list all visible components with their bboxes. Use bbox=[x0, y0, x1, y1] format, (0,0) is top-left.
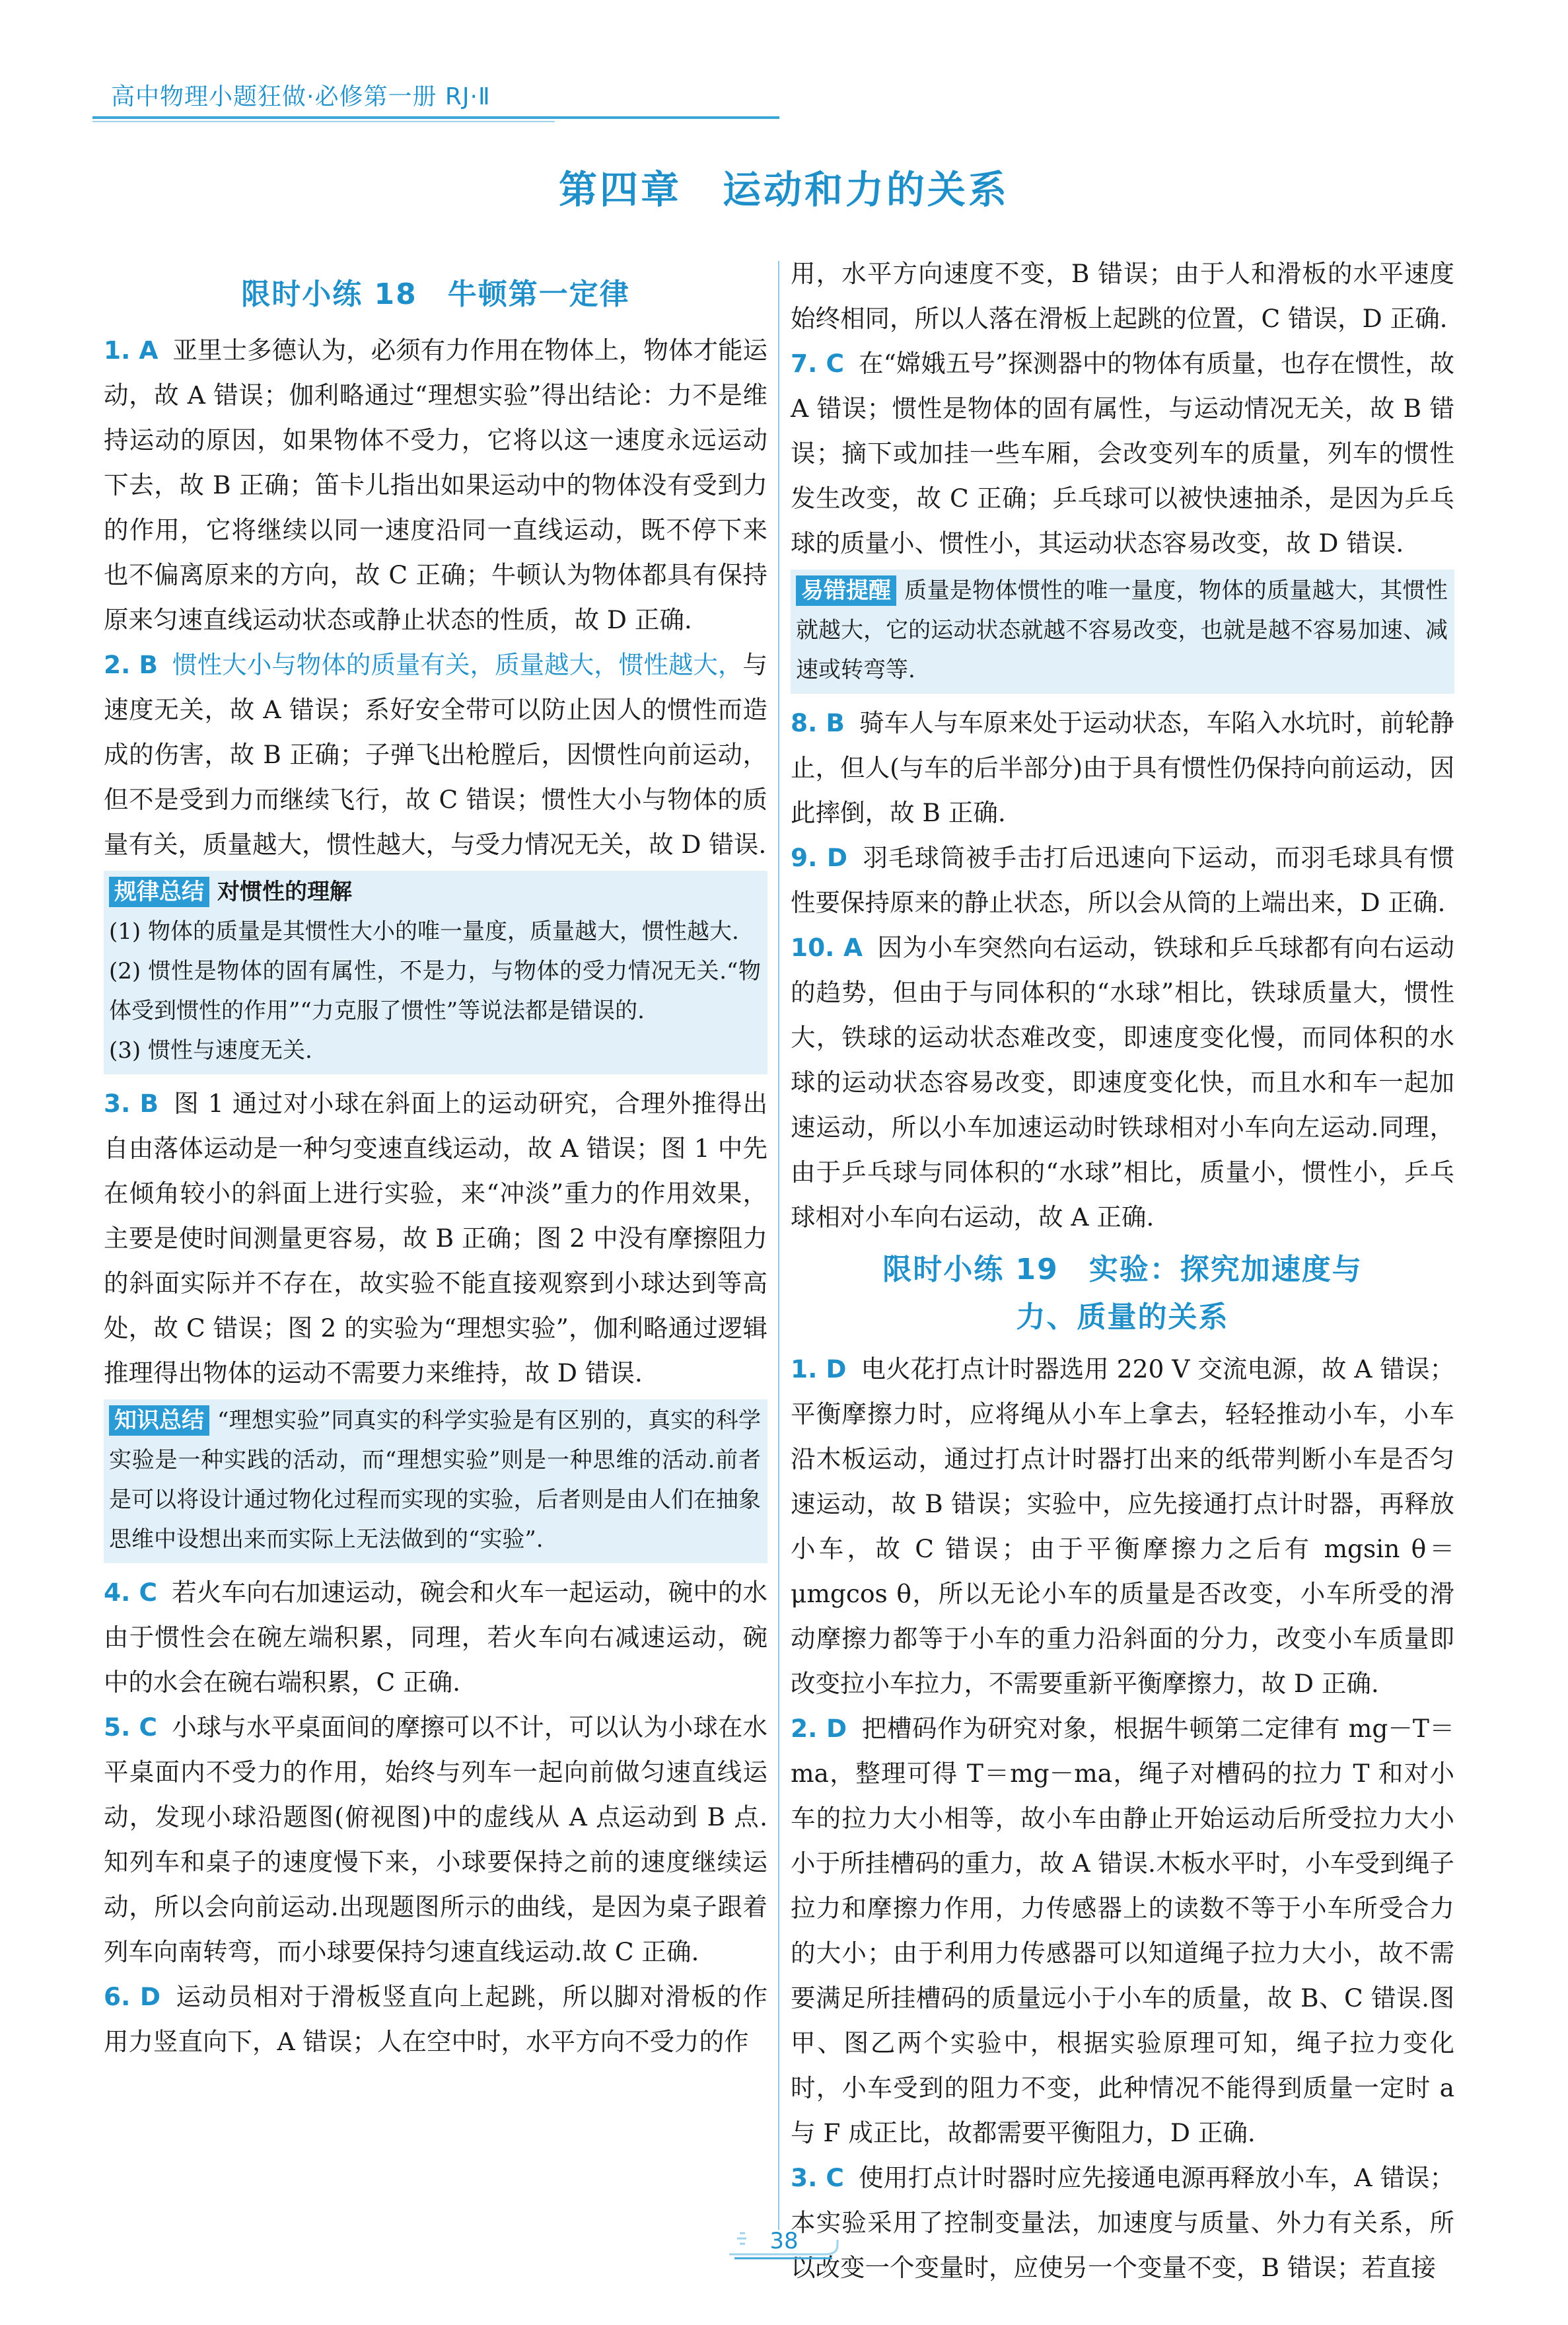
knowledge-summary-box bbox=[104, 1399, 767, 1563]
answer-5 bbox=[104, 1705, 767, 1974]
answer-1 bbox=[104, 328, 767, 642]
answer-2 bbox=[104, 642, 767, 867]
answer-9 bbox=[791, 835, 1454, 925]
box-tag: 知识总结 bbox=[109, 1405, 209, 1436]
column-divider bbox=[778, 261, 779, 2230]
answer-number: 10. A bbox=[791, 933, 863, 962]
answer-text: 运动员相对于滑板竖直向上起跳，所以脚对滑板的作用力竖直向下，A 错误；人在空中时，水平方向不受力的作 bbox=[104, 1982, 767, 2056]
answer-text: 骑车人与车原来处于运动状态，车陷入水坑时，前轮静止，但人(与车的后半部分)由于具有惯性仍保持向前运动，因此摔倒，故 B 正确. bbox=[791, 708, 1455, 827]
answer-number: 3. B bbox=[104, 1089, 159, 1118]
answer-text: 亚里士多德认为，必须有力作用在物体上，物体才能运动，故 A 错误；伽利略通过“理想实验”得出结论：力不是维持运动的原因，如果物体不受力，它将以这一速度永远运动下去，故 B 正确；笛卡儿指出如果运动中的物体没有受到力的作用，它将继续以同一速度沿同一直线运动，既不停下来也不偏离原来的方向，故 C 正确；牛顿认为物体都具有保持原来匀速直线运动状态或静止状态的性质，故 D 正确. bbox=[104, 336, 768, 634]
header-rule bbox=[92, 116, 779, 119]
answer-4 bbox=[104, 1570, 767, 1705]
section-title-18: 限时小练 18 牛顿第一定律 bbox=[241, 277, 630, 311]
answer-number: 7. C bbox=[791, 349, 844, 378]
box-tag: 易错提醒 bbox=[796, 575, 896, 606]
box-line: (2) 惯性是物体的固有属性，不是力，与物体的受力情况无关.“物体受到惯性的作用”“力克服了惯性”等说法都是错误的. bbox=[109, 958, 761, 1024]
answer-text: 小球与水平桌面间的摩擦可以不计，可以认为小球在水平桌面内不受力的作用，始终与列车一起向前做匀速直线运动，发现小球沿题图(俯视图)中的虚线从 A 点运动到 B 点.知列车和桌子的速度慢下来，小球要保持之前的速度继续运动，所以会向前运动.出现题图所示的曲线，是因为桌子跟着列车向南转弯，而小球要保持匀速直线运动.故 C 正确. bbox=[104, 1713, 767, 1966]
answer-19-3 bbox=[791, 2155, 1454, 2290]
page-number: 38 bbox=[769, 2228, 799, 2254]
answer-6-continued: 用，水平方向速度不变，B 错误；由于人和滑板的水平速度始终相同，所以人落在滑板上起跳的位置，C 错误，D 正确. bbox=[791, 259, 1454, 333]
answer-text: 因为小车突然向右运动，铁球和乒乓球都有向右运动的趋势，但由于与同体积的“水球”相比，铁球质量大，惯性大，铁球的运动状态难改变，即速度变化慢，而同体积的水球的运动状态容易改变，即速度变化快，而且水和车一起加速运动，所以小车加速运动时铁球相对小车向左运动.同理，由于乒乓球与同体积的“水球”相比，质量小，惯性小，乒乓球相对小车向右运动，故 A 正确. bbox=[791, 933, 1454, 1232]
page-number-badge bbox=[727, 2225, 841, 2261]
answer-text: 电火花打点计时器选用 220 V 交流电源，故 A 错误；平衡摩擦力时，应将绳从小车上拿去，轻轻推动小车，小车沿木板运动，通过打点计时器打出来的纸带判断小车是否匀速运动，故 B 错误；实验中，应先接通打点计时器，再释放小车，故 C 错误；由于平衡摩擦力之后有 mgsin θ＝μmgcos θ，所以无论小车的质量是否改变，小车所受的滑动摩擦力都等于小车的重力沿斜面的分力，改变小车质量即改变拉小车拉力，不需要重新平衡摩擦力，故 D 正确. bbox=[791, 1354, 1454, 1698]
box-text: “理想实验”同真实的科学实验是有区别的，真实的科学实验是一种实践的活动，而“理想实验”则是一种思维的活动.前者是可以将设计通过物化过程而实现的实验，后者则是由人们在抽象思维中设想出来而实际上无法做到的“实验”. bbox=[109, 1407, 761, 1553]
chapter-title: 第四章 运动和力的关系 bbox=[558, 167, 1009, 212]
answer-8 bbox=[791, 700, 1454, 835]
answer-number: 1. D bbox=[791, 1354, 847, 1384]
answer-number: 2. B bbox=[104, 650, 159, 679]
answer-3 bbox=[104, 1081, 767, 1395]
highlight-text: 惯性大小与物体的质量有关，质量越大，惯性越大， bbox=[172, 650, 743, 679]
rule-summary-box bbox=[104, 871, 767, 1074]
box-line: (1) 物体的质量是其惯性大小的唯一量度，质量越大，惯性越大. bbox=[109, 918, 739, 945]
running-header: 高中物理小题狂做·必修第一册 RJ·Ⅱ bbox=[111, 83, 491, 110]
box-line: (3) 惯性与速度无关. bbox=[109, 1037, 312, 1064]
left-column bbox=[104, 271, 767, 2064]
answer-number: 8. B bbox=[791, 708, 845, 737]
answer-19-1 bbox=[791, 1347, 1454, 1706]
answer-number: 6. D bbox=[104, 1982, 161, 2011]
header-rule-thin bbox=[92, 121, 555, 122]
answer-text: 把槽码作为研究对象，根据牛顿第二定律有 mg－T＝ma，整理可得 T＝mg－ma，绳子对槽码的拉力 T 和对小车的拉力大小相等，故小车由静止开始运动后所受拉力大小小于所挂槽码的重力，故 A 错误.木板水平时，小车受到绳子拉力和摩擦力作用，力传感器上的读数不等于小车所受合力的大小；由于利用力传感器可以知道绳子拉力大小，故不需要满足所挂槽码的质量远小于小车的质量，故 B、C 错误.图甲、图乙两个实验中，根据实验原理可知，绳子拉力变化时，小车受到的阻力不变，此种情况不能得到质量一定时 a 与 F 成正比，故都需要平衡阻力，D 正确. bbox=[791, 1714, 1454, 2147]
box-title: 对惯性的理解 bbox=[217, 879, 352, 905]
answer-number: 2. D bbox=[791, 1714, 847, 1743]
box-text: 质量是物体惯性的唯一量度，物体的质量越大，其惯性就越大，它的运动状态就越不容易改变，也就是越不容易加速、减速或转弯等. bbox=[796, 577, 1448, 683]
error-prone-box bbox=[791, 570, 1454, 694]
section-title-19 bbox=[791, 1246, 1454, 1341]
box-tag: 规律总结 bbox=[109, 877, 209, 907]
right-column bbox=[791, 251, 1454, 2290]
answer-number: 3. C bbox=[791, 2163, 844, 2192]
answer-6 bbox=[104, 1974, 767, 2064]
answer-text: 与速度无关，故 A 错误；系好安全带可以防止因人的惯性而造成的伤害，故 B 正确；子弹飞出枪膛后，因惯性向前运动，但不是受到力而继续飞行，故 C 错误；惯性大小与物体的质量有关，质量越大，惯性越大，与受力情况无关，故 D 错误. bbox=[104, 650, 768, 859]
section-title-line1: 限时小练 19 实验：探究加速度与 bbox=[882, 1253, 1363, 1286]
answer-7 bbox=[791, 341, 1454, 566]
answer-text: 若火车向右加速运动，碗会和火车一起运动，碗中的水由于惯性会在碗左端积累，同理，若火车向右减速运动，碗中的水会在碗右端积累，C 正确. bbox=[104, 1578, 767, 1697]
answer-number: 4. C bbox=[104, 1578, 157, 1607]
answer-text: 在“嫦娥五号”探测器中的物体有质量，也存在惯性，故 A 错误；惯性是物体的固有属性，与运动情况无关，故 B 错误；摘下或加挂一些车厢，会改变列车的质量，列车的惯性发生改变，故 C 正确；乒乓球可以被快速抽杀，是因为乒乓球的质量小、惯性小，其运动状态容易改变，故 D 错误. bbox=[791, 349, 1454, 558]
section-title-line2: 力、质量的关系 bbox=[1016, 1300, 1229, 1334]
answer-10 bbox=[791, 925, 1454, 1239]
answer-19-2 bbox=[791, 1706, 1454, 2155]
answer-text: 使用打点计时器时应先接通电源再释放小车，A 错误；本实验采用了控制变量法，加速度与质量、外力有关系，所以改变一个变量时，应使另一个变量不变，B 错误；若直接 bbox=[791, 2163, 1454, 2282]
answer-number: 5. C bbox=[104, 1713, 157, 1742]
answer-text: 羽毛球筒被手击打后迅速向下运动，而羽毛球具有惯性要保持原来的静止状态，所以会从筒的上端出来，D 正确. bbox=[791, 843, 1454, 917]
answer-number: 9. D bbox=[791, 843, 848, 872]
answer-text: 图 1 通过对小球在斜面上的运动研究，合理外推得出自由落体运动是一种匀变速直线运动，故 A 错误；图 1 中先在倾角较小的斜面上进行实验，来“冲淡”重力的作用效果，主要是使时间测量更容易，故 B 正确；图 2 中没有摩擦阻力的斜面实际并不存在，故实验不能直接观察到小球达到等高处，故 C 错误；图 2 的实验为“理想实验”，伽利略通过逻辑推理得出物体的运动不需要力来维持，故 D 错误. bbox=[104, 1089, 767, 1387]
answer-number: 1. A bbox=[104, 336, 159, 365]
